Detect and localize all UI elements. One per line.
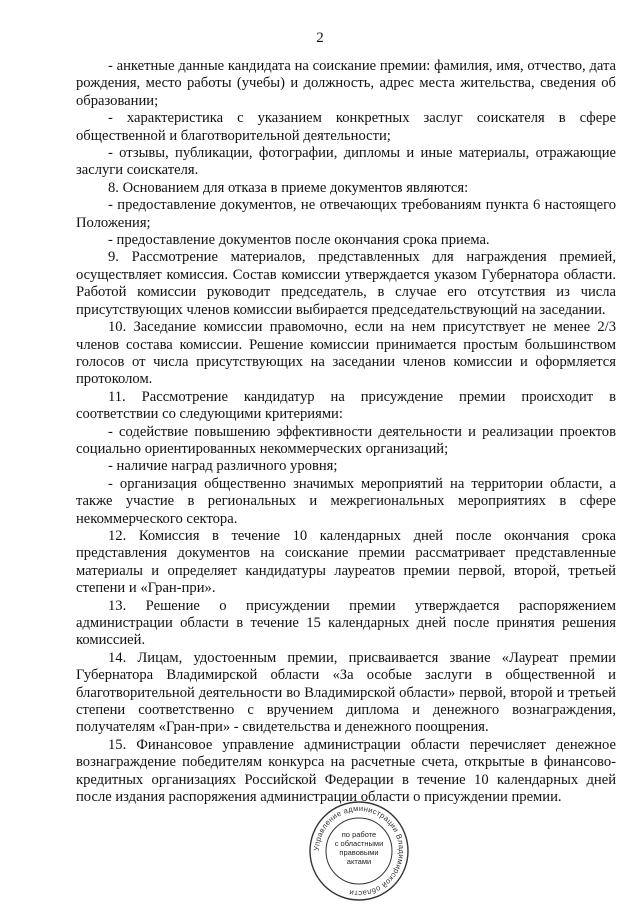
- official-stamp: [308, 800, 410, 902]
- paragraph: - характеристика с указанием конкретных заслуг соискателя в сфере общественной и благотворительной деятельности;: [76, 110, 616, 144]
- stamp-line: с областными: [334, 839, 384, 848]
- paragraph: - предоставление документов после окончания срока приема.: [108, 232, 490, 249]
- paragraph: 12. Комиссия в течение 10 календарных дней после окончания срока представления документов на соискание премии рассматривает представленные материалы и определяет кандидатуры лауреатов премии первой, второй, третьей степени и «Гран-при».: [76, 527, 616, 597]
- paragraph: 8. Основанием для отказа в приеме документов являются:: [108, 179, 469, 196]
- paragraph: - предоставление документов, не отвечающих требованиям пункта 6 настоящего Положения;: [76, 197, 616, 231]
- paragraph: 13. Решение о присуждении премии утверждается распоряжением администрации области в течение 15 календарных дней после принятия решения комиссией.: [76, 597, 616, 649]
- paragraph: - анкетные данные кандидата на соискание премии: фамилия, имя, отчество, дата рождения, место работы (учебы) и должность, адрес места жительства, сведения об образовании;: [76, 58, 616, 109]
- paragraph: - содействие повышению эффективности деятельности и реализации проектов социально ориентированных некоммерческих организаций;: [76, 423, 616, 457]
- paragraph: 9. Рассмотрение материалов, представленных для награждения премией, осуществляет комиссия. Состав комиссии утверждается указом Губернатора области. Работой комиссии руководит председатель, в случае его отсутствия из числа присутствующих членов комиссии выбирается председательствующий на заседании.: [76, 249, 616, 318]
- stamp-line: актами: [346, 857, 372, 866]
- paragraph: - отзывы, публикации, фотографии, дипломы и иные материалы, отражающие заслуги соискателя.: [76, 145, 616, 179]
- stamp-ring-text: Управление администрации Владимирской области: [311, 803, 407, 899]
- stamp-line: правовыми: [339, 848, 379, 857]
- paragraph: - организация общественно значимых мероприятий на территории области, а также участие в региональных и межрегиональных мероприятиях в сфере некоммерческого сектора.: [76, 475, 616, 527]
- paragraph: 14. Лицам, удостоенным премии, присваивается звание «Лауреат премии Губернатора Владимирской области «За особые заслуги в общественной и благотворительной деятельности во Владимирской области» первой, второй и третьей степени соответственно с вручением диплома и денежного вознаграждения, получателям «Гран-при» - свидетельства и денежного поощрения.: [76, 649, 616, 736]
- paragraph: 11. Рассмотрение кандидатур на присуждение премии происходит в соответствии со следующими критериями:: [76, 388, 616, 423]
- stamp-line: по работе: [341, 830, 377, 839]
- paragraph: 15. Финансовое управление администрации области перечисляет денежное вознаграждение победителям конкурса на расчетные счета, открытые в финансово-кредитных организациях Российской Федерации в течение 10 календарных дней после издания распоряжения администрации области о присуждении премии.: [76, 736, 616, 806]
- paragraph: - наличие наград различного уровня;: [108, 458, 338, 475]
- stamp-center-text: [330, 830, 388, 866]
- paragraph: 10. Заседание комиссии правомочно, если на нем присутствует не менее 2/3 членов состава комиссии. Решение комиссии принимается простым большинством голосов от числа присутствующих на заседании членов комиссии и оформляется протоколом.: [76, 319, 616, 388]
- document-body: [76, 58, 616, 806]
- page-number: 2: [316, 30, 324, 46]
